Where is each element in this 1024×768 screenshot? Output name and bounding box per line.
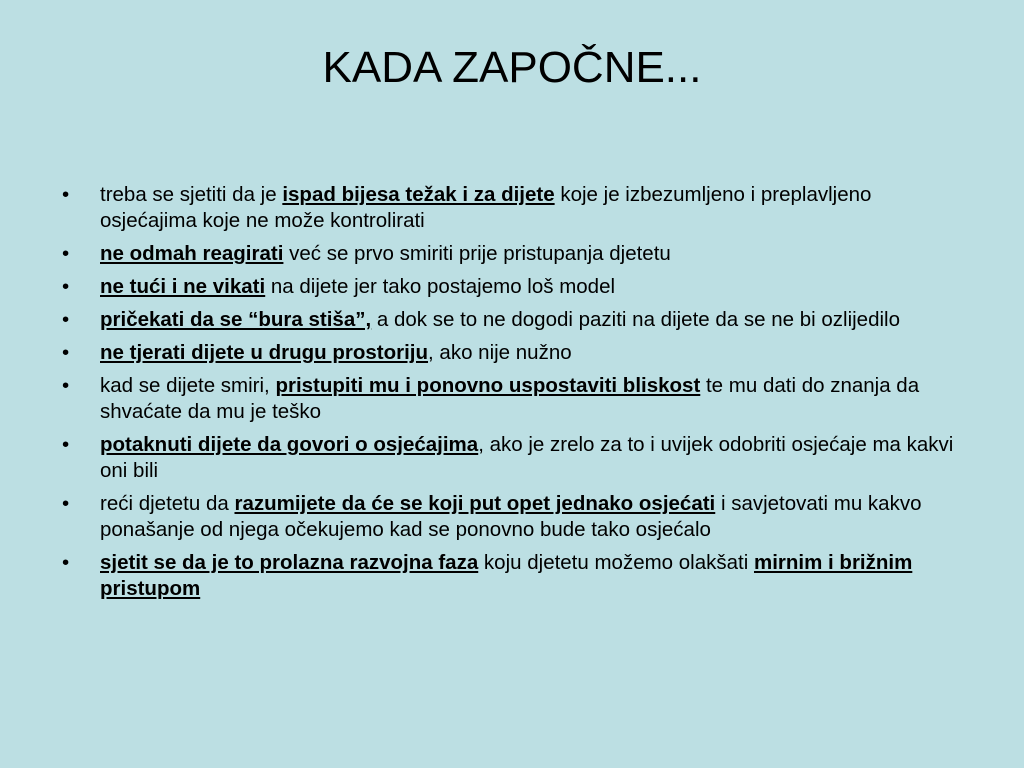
emphasized-text: ne odmah reagirati <box>100 242 284 265</box>
bullet-dot-icon: • <box>62 183 70 206</box>
emphasized-text: ne tjerati dijete u drugu prostoriju <box>100 341 429 364</box>
emphasized-text: pričekati da se “bura stiša”, <box>100 308 372 331</box>
bullet-text: već se prvo smiriti prije pristupanja djetetu <box>283 242 671 265</box>
emphasized-text: ne tući i ne vikati <box>100 275 266 298</box>
bullet-item <box>60 373 970 425</box>
bullet-text: koje je izbezumljeno i preplavljeno osjećajima koje ne može kontrolirati <box>100 183 872 232</box>
bullet-text: a dok se to ne dogodi paziti na dijete da se ne bi ozlijedilo <box>371 308 900 331</box>
emphasized-text: pristupiti mu i ponovno uspostaviti bliskost <box>275 374 701 397</box>
emphasized-text: sjetit se da je to prolazna razvojna faza <box>100 551 479 574</box>
bullet-text: reći djetetu da <box>100 492 235 515</box>
emphasized-text: mirnim i brižnim pristupom <box>100 551 913 600</box>
bullet-text: , ako nije nužno <box>428 341 572 364</box>
bullet-text: treba se sjetiti da je <box>100 183 283 206</box>
bullet-text: , ako je zrelo za to i uvijek odobriti osjećaje ma kakvi oni bili <box>100 433 954 482</box>
bullet-dot-icon: • <box>62 433 70 456</box>
bullet-dot-icon: • <box>62 308 70 331</box>
bullet-dot-icon: • <box>62 374 70 397</box>
bullet-dot-icon: • <box>62 275 70 298</box>
bullet-item <box>60 182 970 234</box>
emphasized-text: ispad bijesa težak i za dijete <box>282 183 555 206</box>
emphasized-text: potaknuti dijete da govori o osjećajima <box>100 433 479 456</box>
bullet-item <box>60 491 970 543</box>
bullet-dot-icon: • <box>62 242 70 265</box>
bullet-list <box>60 182 970 609</box>
bullet-text: te mu dati do znanja da shvaćate da mu je teško <box>100 374 920 423</box>
bullet-item <box>60 274 970 300</box>
bullet-dot-icon: • <box>62 492 70 515</box>
bullet-item <box>60 432 970 484</box>
bullet-item <box>60 550 970 602</box>
bullet-text: koju djetetu možemo olakšati <box>478 551 754 574</box>
bullet-item <box>60 340 970 366</box>
bullet-dot-icon: • <box>62 551 70 574</box>
slide-title: KADA ZAPOČNE... <box>322 43 702 92</box>
bullet-item <box>60 307 970 333</box>
bullet-text: i savjetovati mu kakvo ponašanje od njega očekujemo kad se ponovno bude tako osjećalo <box>100 492 922 541</box>
bullet-text: kad se dijete smiri, <box>100 374 276 397</box>
bullet-item <box>60 241 970 267</box>
bullet-text: na dijete jer tako postajemo loš model <box>265 275 616 298</box>
bullet-dot-icon: • <box>62 341 70 364</box>
emphasized-text: razumijete da će se koji put opet jednako osjećati <box>234 492 716 515</box>
